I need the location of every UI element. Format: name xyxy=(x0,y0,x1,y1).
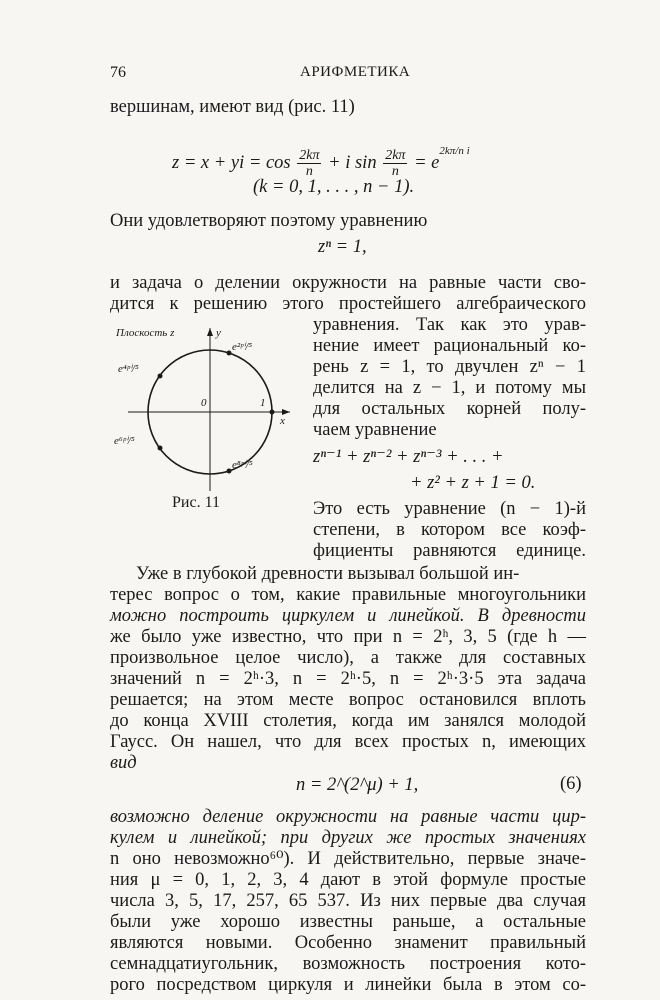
text-line: значений n = 2ʰ·3, n = 2ʰ·5, n = 2ʰ·3·5 эта задача xyxy=(110,669,586,689)
text-line: семнадцатиугольник, возможность построения кото- xyxy=(110,954,586,974)
eq1-left: z = x + yi = cos xyxy=(172,153,291,173)
text-line: решается; на этом месте вопрос остановился вплоть xyxy=(110,690,586,710)
plane-label: Плоскость z xyxy=(116,327,175,339)
equation-poly-2: + z² + z + 1 = 0. xyxy=(410,473,536,493)
root-label-5: e⁸ᵖⁱ/⁵ xyxy=(232,459,253,471)
root-label-2: e²ᵖⁱ/⁵ xyxy=(232,341,253,353)
x-label: x xyxy=(280,415,285,427)
running-head: АРИФМЕТИКА xyxy=(300,64,411,80)
text-line: терес вопрос о том, какие правильные многоугольники xyxy=(110,585,586,605)
text-line: для остальных корней полу- xyxy=(313,399,586,419)
figure-caption: Рис. 11 xyxy=(172,494,220,511)
equation-2: zⁿ = 1, xyxy=(318,237,367,257)
text-line: дится к решению этого простейшего алгебраического xyxy=(110,294,586,314)
y-arrow xyxy=(207,328,213,336)
figure-unit-circle xyxy=(108,326,308,516)
eq1-eq: = e xyxy=(414,153,440,173)
root-point-5 xyxy=(227,469,232,474)
text-line: возможно деление окружности на равные части цир- xyxy=(110,807,586,827)
root-label-4: e⁶ᵖⁱ/⁵ xyxy=(114,435,135,447)
text-line: чаем уравнение xyxy=(313,420,437,440)
y-label: y xyxy=(216,327,221,339)
origin-label: 0 xyxy=(201,397,207,409)
fraction: $\frac{2k\pi}{n}$ xyxy=(299,148,320,180)
eq1-exponent: 2kπ/n i xyxy=(439,145,470,157)
equation-poly-1: zⁿ⁻¹ + zⁿ⁻² + zⁿ⁻³ + . . . + xyxy=(313,447,504,467)
text-line: до конца XVIII столетия, когда им занялся молодой xyxy=(110,711,586,731)
text-line: n оно невозможно⁶⁰). И действительно, первые значе- xyxy=(110,849,586,869)
text-line: Уже в глубокой древности вызывал большой ин- xyxy=(136,564,520,584)
root-point-2 xyxy=(227,351,232,356)
root-point-3 xyxy=(158,374,163,379)
fraction: $\frac{2k\pi}{n}$ xyxy=(385,148,406,180)
text-line: рого посредством циркуля и линейки была в этом со- xyxy=(110,975,586,995)
text-line: рень z = 1, то двучлен zⁿ − 1 xyxy=(313,357,586,377)
root-point-4 xyxy=(158,446,163,451)
text-line: являются новыми. Особенно знаменит правильный xyxy=(110,933,586,953)
text-line: вершинам, имеют вид (рис. 11) xyxy=(110,97,355,117)
text-line: степени, в котором все коэф- xyxy=(313,520,586,540)
equation-number: (6) xyxy=(560,774,582,794)
circle-diagram xyxy=(108,326,308,496)
text-line: числа 3, 5, 17, 257, 65 537. Из них первые два случая xyxy=(110,891,586,911)
text-line: же было уже известно, что при n = 2ʰ, 3, 5 (где h — xyxy=(110,627,586,647)
text-line: произвольное целое число), а также для составных xyxy=(110,648,586,668)
one-label: 1 xyxy=(260,397,266,409)
text-line: Они удовлетворяют поэтому уравнению xyxy=(110,211,428,231)
text-line: кулем и линейкой; при других же простых значениях xyxy=(110,828,586,848)
text-line: можно построить циркулем и линейкой. В древности xyxy=(110,606,586,626)
equation-6: n = 2^(2^μ) + 1, xyxy=(296,775,419,795)
text-line: Это есть уравнение (n − 1)-й xyxy=(313,499,586,519)
equation-1 xyxy=(172,140,470,179)
text-line: вид xyxy=(110,753,137,773)
root-label-3: e⁴ᵖⁱ/⁵ xyxy=(118,363,139,375)
text-line: были уже хорошо известны раньше, а остальные xyxy=(110,912,586,932)
text-line: фициенты равняются единице. xyxy=(313,541,586,561)
text-line: ния μ = 0, 1, 2, 3, 4 дают в этой формуле простые xyxy=(110,870,586,890)
eq1-mid: + i sin xyxy=(328,153,377,173)
text-line: Гаусс. Он нашел, что для всех простых n, имеющих xyxy=(110,732,586,752)
equation-k-range: (k = 0, 1, . . . , n − 1). xyxy=(253,177,415,197)
text-line: и задача о делении окружности на равные части сво- xyxy=(110,273,586,293)
root-point-1 xyxy=(270,410,275,415)
page-number: 76 xyxy=(110,64,126,81)
text-line: уравнения. Так как это урав- xyxy=(313,315,586,335)
text-line: нение имеет рациональный ко- xyxy=(313,336,586,356)
text-line: делится на z − 1, и потому мы xyxy=(313,378,586,398)
